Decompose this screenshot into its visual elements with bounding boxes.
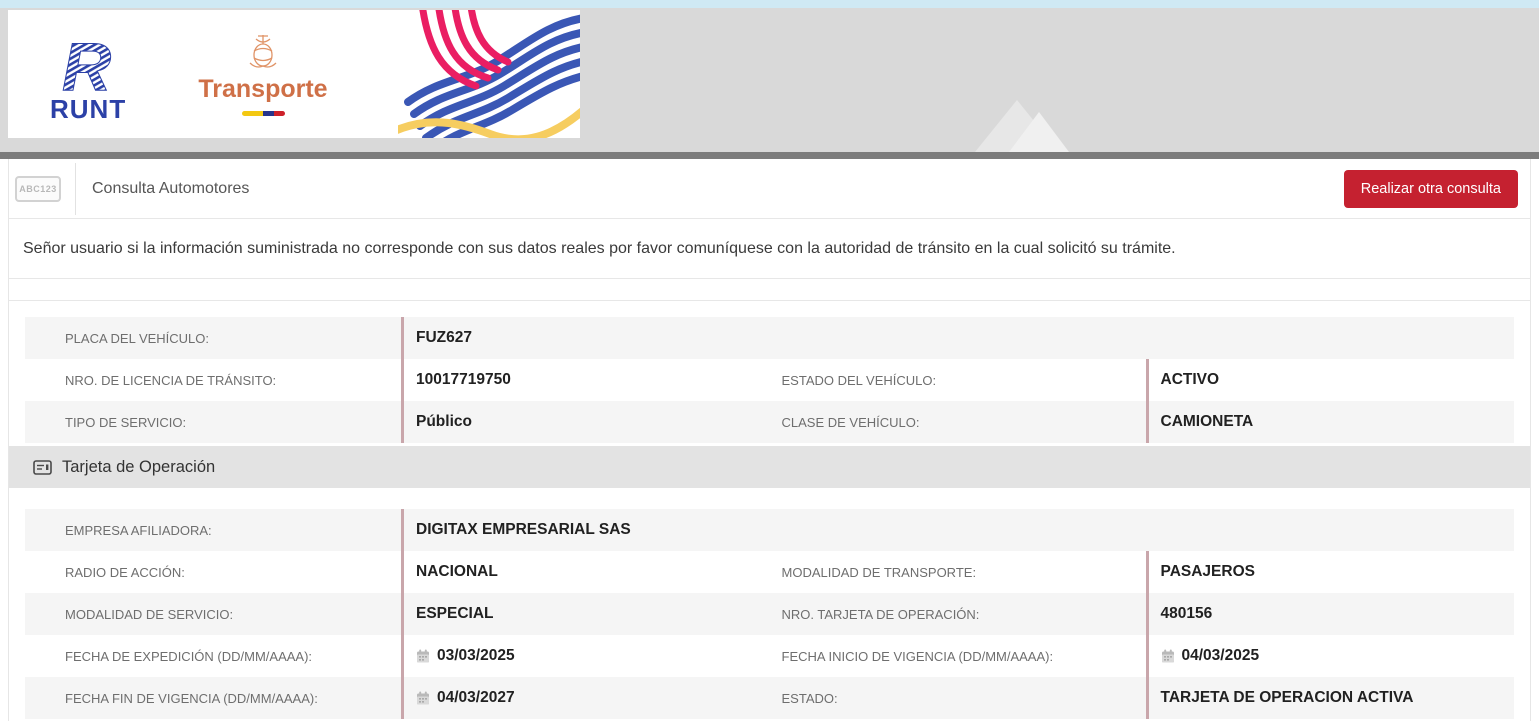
field-label: MODALIDAD DE TRANSPORTE: <box>781 564 977 580</box>
field-value-text: 03/03/2025 <box>437 647 515 664</box>
field-label: ESTADO DEL VEHÍCULO: <box>781 372 937 388</box>
field-value-text: 04/03/2025 <box>1181 647 1260 664</box>
svg-text:R: R <box>62 29 112 105</box>
calendar-icon <box>416 691 430 705</box>
main-panel <box>8 159 1531 721</box>
decorative-triangles <box>975 97 1095 152</box>
field-value: TARJETA DE OPERACION ACTIVA <box>1146 677 1515 719</box>
vertical-divider <box>75 163 76 215</box>
new-query-button[interactable]: Realizar otra consulta <box>1344 170 1518 208</box>
transporte-wordmark: Transporte <box>198 74 328 103</box>
field-value <box>1146 635 1515 677</box>
logo-banner <box>8 10 580 138</box>
table-row <box>25 635 1514 677</box>
field-value: FUZ627 <box>401 317 770 359</box>
id-card-icon <box>33 460 52 475</box>
title-bar <box>9 159 1530 219</box>
svg-text:RUNT: RUNT <box>50 94 127 124</box>
field-value <box>401 635 770 677</box>
calendar-icon <box>1161 649 1175 663</box>
field-label: RADIO DE ACCIÓN: <box>65 564 185 580</box>
section-title: Tarjeta de Operación <box>62 457 216 476</box>
colombia-crest-icon <box>246 33 280 73</box>
colombia-flag-bar <box>242 111 285 116</box>
runt-logo-graphic <box>28 24 158 124</box>
field-label: NRO. DE LICENCIA DE TRÁNSITO: <box>65 372 277 388</box>
table-row <box>25 401 1514 443</box>
transporte-logo <box>178 33 348 116</box>
field-value: 480156 <box>1146 593 1515 635</box>
field-label: PLACA DEL VEHÍCULO: <box>65 330 210 346</box>
field-label: MODALIDAD DE SERVICIO: <box>65 606 234 622</box>
field-value: NACIONAL <box>401 551 770 593</box>
table-row <box>25 509 1514 551</box>
section-header-tarjeta-operacion <box>9 446 1530 488</box>
field-value: 10017719750 <box>401 359 770 401</box>
field-label: CLASE DE VEHÍCULO: <box>781 414 920 430</box>
field-value <box>401 677 770 719</box>
runt-logo <box>8 24 178 124</box>
field-label: ESTADO: <box>781 690 838 706</box>
top-strip <box>0 0 1539 8</box>
field-value: Público <box>401 401 770 443</box>
table-row <box>25 359 1514 401</box>
field-value: PASAJEROS <box>1146 551 1515 593</box>
field-value-text: 04/03/2027 <box>437 689 515 706</box>
table-row <box>25 317 1514 359</box>
triangle-shape <box>1009 112 1069 152</box>
vehicle-info-table <box>25 317 1514 443</box>
field-value: ACTIVO <box>1146 359 1515 401</box>
operation-card-table <box>25 509 1514 719</box>
field-label: FECHA INICIO DE VIGENCIA (DD/MM/AAAA): <box>781 648 1054 664</box>
license-plate-icon: ABC123 <box>15 176 61 202</box>
field-label: FECHA FIN DE VIGENCIA (DD/MM/AAAA): <box>65 690 318 706</box>
field-label: EMPRESA AFILIADORA: <box>65 522 212 538</box>
page-title: Consulta Automotores <box>92 179 250 197</box>
empty-band <box>9 279 1530 301</box>
waves-graphic <box>398 10 580 138</box>
field-label: TIPO DE SERVICIO: <box>65 414 187 430</box>
flag-blue <box>263 111 274 116</box>
table-row <box>25 593 1514 635</box>
calendar-icon <box>416 649 430 663</box>
field-value: DIGITAX EMPRESARIAL SAS <box>401 509 770 551</box>
field-value: ESPECIAL <box>401 593 770 635</box>
flag-red <box>274 111 285 116</box>
field-value: CAMIONETA <box>1146 401 1515 443</box>
field-label: NRO. TARJETA DE OPERACIÓN: <box>781 606 980 622</box>
table-row <box>25 551 1514 593</box>
flag-yellow <box>242 111 263 116</box>
table-row <box>25 677 1514 719</box>
page-header <box>0 8 1539 152</box>
field-label: FECHA DE EXPEDICIÓN (DD/MM/AAAA): <box>65 648 313 664</box>
header-divider-bar <box>0 152 1539 159</box>
user-notice-text: Señor usuario si la información suministrada no corresponde con sus datos reales por favor comuníquese con la autoridad de tránsito en la cual solicitó su trámite. <box>9 219 1530 279</box>
